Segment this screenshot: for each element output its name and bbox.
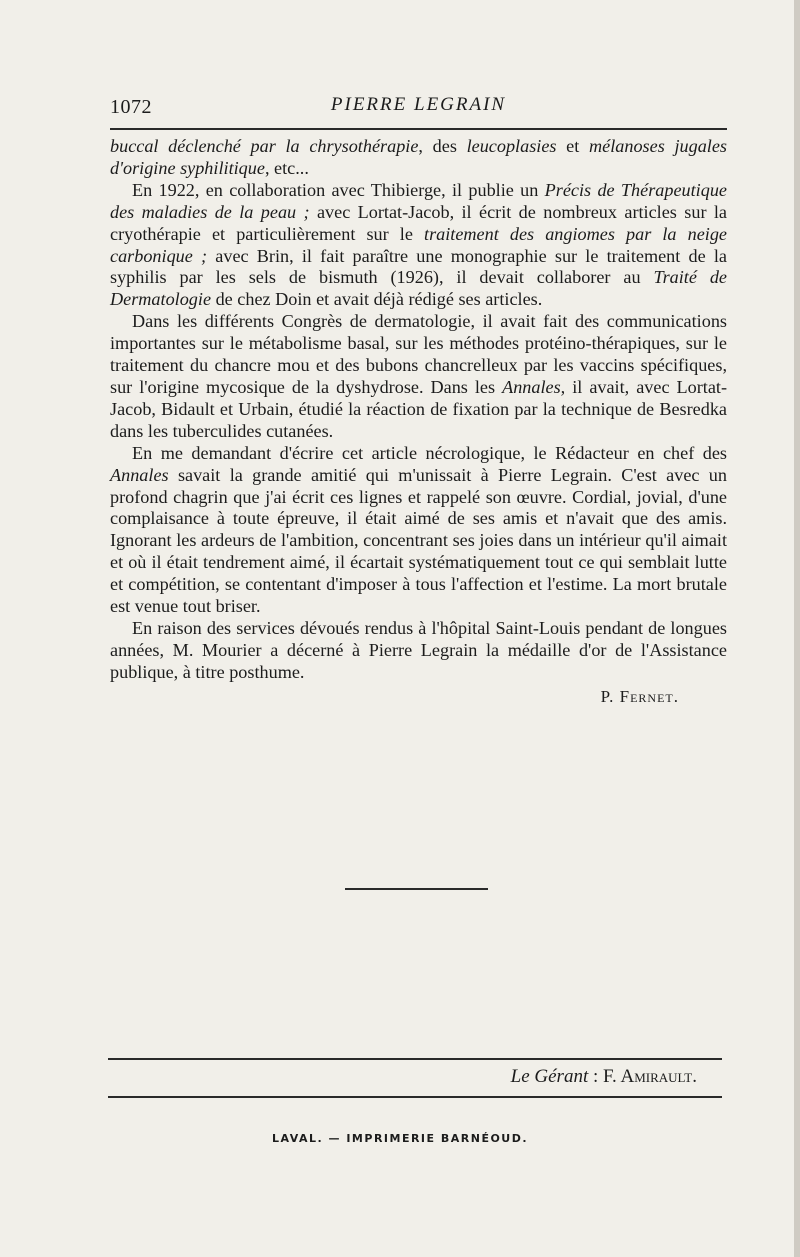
gerant-label: Le Gérant [510,1066,589,1087]
gerant-separator: : [588,1066,603,1087]
printer-imprint: LAVAL. — IMPRIMERIE BARNÉOUD. [271,1132,529,1145]
paragraph-4 [110,443,727,618]
text-run: il avait, avec Lortat-Jacob, Bidault et Urbain, étudié la réaction de fixation par la technique de Besredka dans les tuberculides cutanées. [110,376,728,441]
italic-text: Annales, [502,376,566,397]
page-number: 1072 [110,96,152,118]
text-run: avec Lortat-Jacob, il écrit de nombreux articles sur la cryothérapie et particulièrement sur le [110,201,728,244]
italic-text: Annales [110,464,169,485]
text-run: En raison des services dévoués rendus à l'hôpital Saint-Louis pendant de longues années, M. Mourier a décerné à Pierre Legrain la médaille d'or de l'Assistance publique, à titre posthume. [110,617,727,682]
italic-text: Précis de Thérapeutique des maladies de la peau ; [110,179,727,222]
paragraph-2 [110,180,727,311]
end-rule [345,888,488,890]
italic-text: mélanoses jugales d'origine syphilitique [110,136,727,178]
author-signature: P. Fernet. [600,686,679,706]
text-run: En 1922, en collaboration avec Thibierge, il publie un [132,179,545,200]
text-run: En me demandant d'écrire cet article nécrologique, le Rédacteur en chef des [132,442,727,463]
article-body [110,136,727,708]
paragraph-3 [110,311,727,442]
text-run: et [556,136,589,156]
header-rule [110,128,727,130]
page-edge-shadow [794,0,800,1257]
text-run: avec Brin, il fait paraître une monographie sur le traitement de la syphilis par les sels de bismuth (1926), il devait collaborer au [110,245,727,288]
text-run: , etc... [264,157,309,178]
gerant-line [511,1066,697,1088]
text-run: de chez Doin et avait déjà rédigé ses articles. [211,289,543,310]
italic-text: buccal déclenché par la chrysothérapie [110,136,419,156]
paragraph-1 [110,136,727,180]
text-run: , des [418,136,467,156]
footer-rule-bottom [108,1096,722,1098]
footer-rule-top [108,1058,722,1060]
italic-text: traitement des angiomes par la neige carbonique ; [110,223,727,266]
text-run: Dans les différents Congrès de dermatologie, il avait fait des communications importantes sur le métabolisme basal, sur les méthodes protéino-thérapiques, sur le traitement du chancre mou et des bubons chancrelleux par les vaccins spécifiques, sur l'origine mycosique de la dyshydrose. Dans les [110,311,727,397]
italic-text: Traité de Dermatologie [110,267,727,310]
italic-text: leucoplasies [466,136,557,156]
gerant-name: F. Amirault. [603,1066,697,1087]
paragraph-5 [110,618,727,684]
text-run: savait la grande amitié qui m'unissait à Pierre Legrain. C'est avec un profond chagrin que j'ai écrit ces lignes et rappelé son œuvre. Cordial, jovial, d'une complaisance à toute épreuve, il était aimé de ses amis et n'avait que des amis. Ignorant les ardeurs de l'ambition, concentrant ses joies dans un intérieur qu'il aimait et où il était tendrement aimé, il écartait systématiquement tout ce qui semblait lutte et compétition, se contentant d'imposer à tous l'affection et l'estime. La mort brutale est venue tout briser. [110,464,727,617]
running-title: PIERRE LEGRAIN [330,94,507,115]
